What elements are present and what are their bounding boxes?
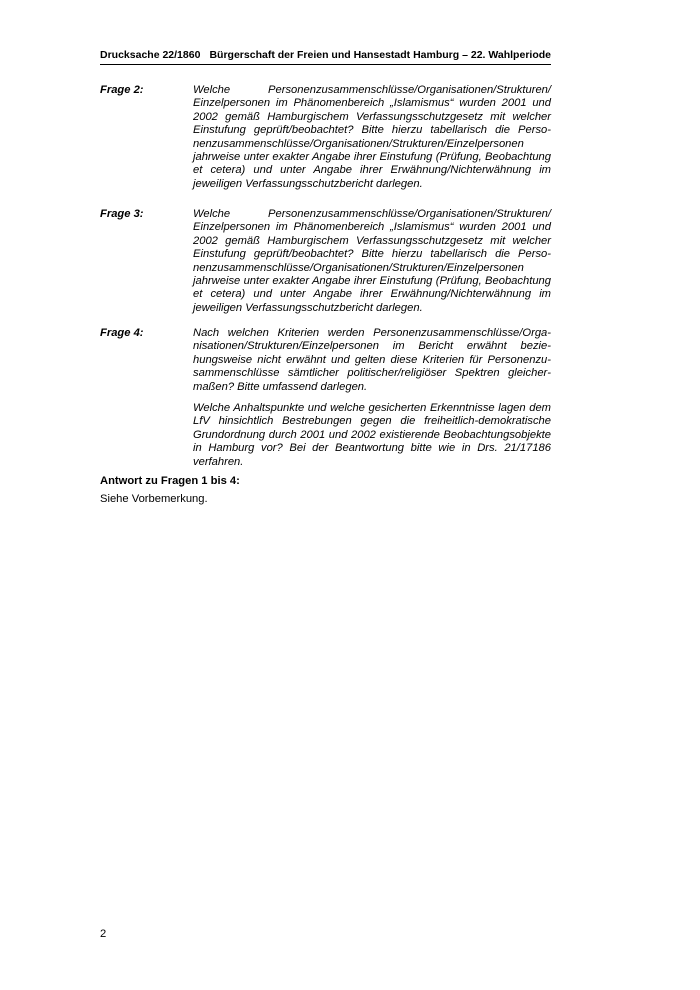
question-paragraph: Welche Personenzusammenschlüsse/Organisationen/Strukturen/ Einzelpersonen im Phänomenbereich „Islamismus“ wurden 2001 und 2002 gemäß Hamburgischem Verfassungsschutzgesetz mit welcher Einstufung geprüft/beobachtet? Bitte hierzu tabellarisch die Personenzusammenschlüsse/Organisationen/Strukturen/Einzelpersonen jahrweise unter exakter Angabe ihrer Einstufung (Prüfung, Beobachtung et cetera) und unter Angabe ihrer Erwähnung/Nichterwähnung im jeweiligen Verfassungsschutzbericht darlegen. (193, 84, 551, 190)
question-3 (100, 208, 551, 315)
question-label: Frage 4: (100, 327, 144, 339)
question-body (193, 208, 551, 315)
question-label: Frage 2: (100, 84, 144, 96)
question-paragraph: Welche Anhaltspunkte und welche gesicherten Erkenntnisse lagen dem LfV hinsichtlich Bestrebungen gegen die freiheitlich-demokratische Grundordnung durch 2001 und 2002 existierende Beobachtungsobjekte in Hamburg vor? Bei der Beantwortung bitte wie in Drs. 21/17186 verfahren. (193, 402, 551, 468)
question-paragraph: Nach welchen Kriterien werden Personenzusammenschlüsse/Organisationen/Strukturen/Einzelpersonen im Bericht erwähnt beziehungsweise nicht erwähnt und gelten diese Kriterien für Personenzusammenschlüsse sämtlicher politischer/religiöser Spektren gleichermaßen? Bitte umfassend darlegen. (193, 327, 551, 393)
answer-heading: Antwort zu Fragen 1 bis 4: (100, 475, 240, 487)
answer-text: Siehe Vorbemerkung. (100, 493, 208, 505)
question-paragraph: Welche Personenzusammenschlüsse/Organisationen/Strukturen/ Einzelpersonen im Phänomenbereich „Islamismus“ wurden 2001 und 2002 gemäß Hamburgischem Verfassungsschutzgesetz mit welcher Einstufung geprüft/beobachtet? Bitte hierzu tabellarisch die Personenzusammenschlüsse/Organisationen/Strukturen/Einzelpersonen jahrweise unter exakter Angabe ihrer Einstufung (Prüfung, Beobachtung et cetera) und unter Angabe ihrer Erwähnung/Nichterwähnung im jeweiligen Verfassungsschutzbericht darlegen. (193, 208, 551, 314)
document-number: Drucksache 22/1860 (100, 49, 201, 61)
page-header (100, 48, 551, 64)
question-body (193, 327, 551, 469)
parliament-title: Bürgerschaft der Freien und Hansestadt Hamburg – 22. Wahlperiode (209, 49, 551, 61)
question-4 (100, 327, 551, 469)
header-divider (100, 64, 551, 65)
question-2 (100, 84, 551, 191)
question-label: Frage 3: (100, 208, 144, 220)
question-body (193, 84, 551, 191)
page-number: 2 (100, 928, 107, 940)
